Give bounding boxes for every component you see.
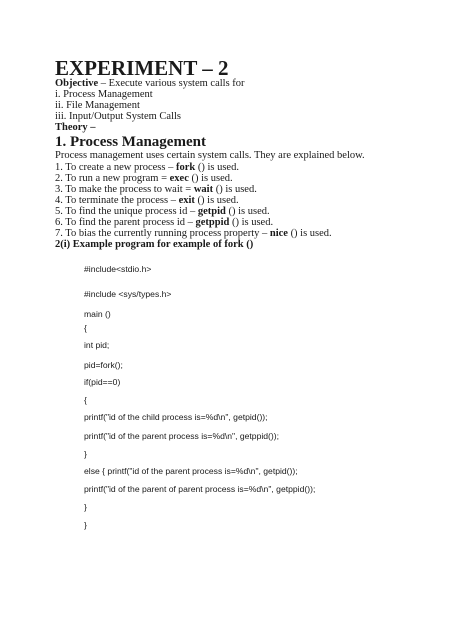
- objective-item: i. Process Management: [55, 89, 153, 101]
- experiment-title: EXPERIMENT – 2: [55, 56, 229, 80]
- code-line: pid=fork();: [84, 360, 123, 370]
- system-call-item: 6. To find the parent process id – getppid () is used.: [55, 217, 274, 229]
- code-line: {: [84, 323, 87, 333]
- system-call-name: exit: [178, 194, 195, 206]
- system-call-item: 4. To terminate the process – exit () is used.: [55, 194, 239, 206]
- system-call-name: wait: [193, 183, 214, 195]
- code-line: printf("id of the parent of parent process is=%d\n", getppid());: [84, 484, 316, 494]
- theory-text-block: [55, 78, 455, 250]
- code-line: {: [84, 395, 87, 405]
- code-line: printf("id of the parent process is=%d\n", getppid());: [84, 431, 280, 441]
- system-call-name: nice: [269, 228, 288, 240]
- objective-label: Objective: [55, 78, 99, 89]
- objective-item: iii. Input/Output System Calls: [55, 111, 182, 123]
- objective-line: [55, 78, 455, 89]
- code-line: }: [84, 520, 87, 530]
- code-line: main (): [84, 309, 111, 319]
- system-call-item: 1. To create a new process – fork () is used.: [55, 161, 239, 173]
- example-heading: 2(i) Example program for example of fork (): [55, 239, 254, 251]
- system-call-item: 3. To make the process to wait = wait () is used.: [55, 183, 257, 195]
- theory-label: Theory –: [55, 122, 96, 134]
- objective-item: ii. File Management: [55, 100, 140, 112]
- section-heading: 1. Process Management: [55, 134, 206, 151]
- code-line: printf("id of the child process is=%d\n", getpid());: [84, 412, 268, 422]
- system-call-name: fork: [175, 161, 196, 173]
- code-line: else { printf("id of the parent process is=%d\n", getpid());: [84, 466, 298, 476]
- system-call-item: 2. To run a new program = exec () is used.: [55, 172, 233, 184]
- objective-text: – Execute various system calls for: [98, 78, 245, 89]
- system-call-item: 7. To bias the currently running process property – nice () is used.: [55, 228, 332, 240]
- system-call-item: 5. To find the unique process id – getpid () is used.: [55, 205, 270, 217]
- code-line: int pid;: [84, 340, 110, 350]
- code-line: }: [84, 502, 87, 512]
- system-call-name: getpid: [197, 205, 226, 217]
- code-line: #include <sys/types.h>: [84, 289, 172, 299]
- system-call-name: exec: [169, 172, 189, 184]
- code-line: if(pid==0): [84, 377, 121, 387]
- code-line: }: [84, 449, 87, 459]
- code-line: #include<stdio.h>: [84, 264, 152, 274]
- intro-text: Process management uses certain system calls. They are explained below.: [55, 150, 365, 162]
- system-call-name: getppid: [195, 217, 230, 229]
